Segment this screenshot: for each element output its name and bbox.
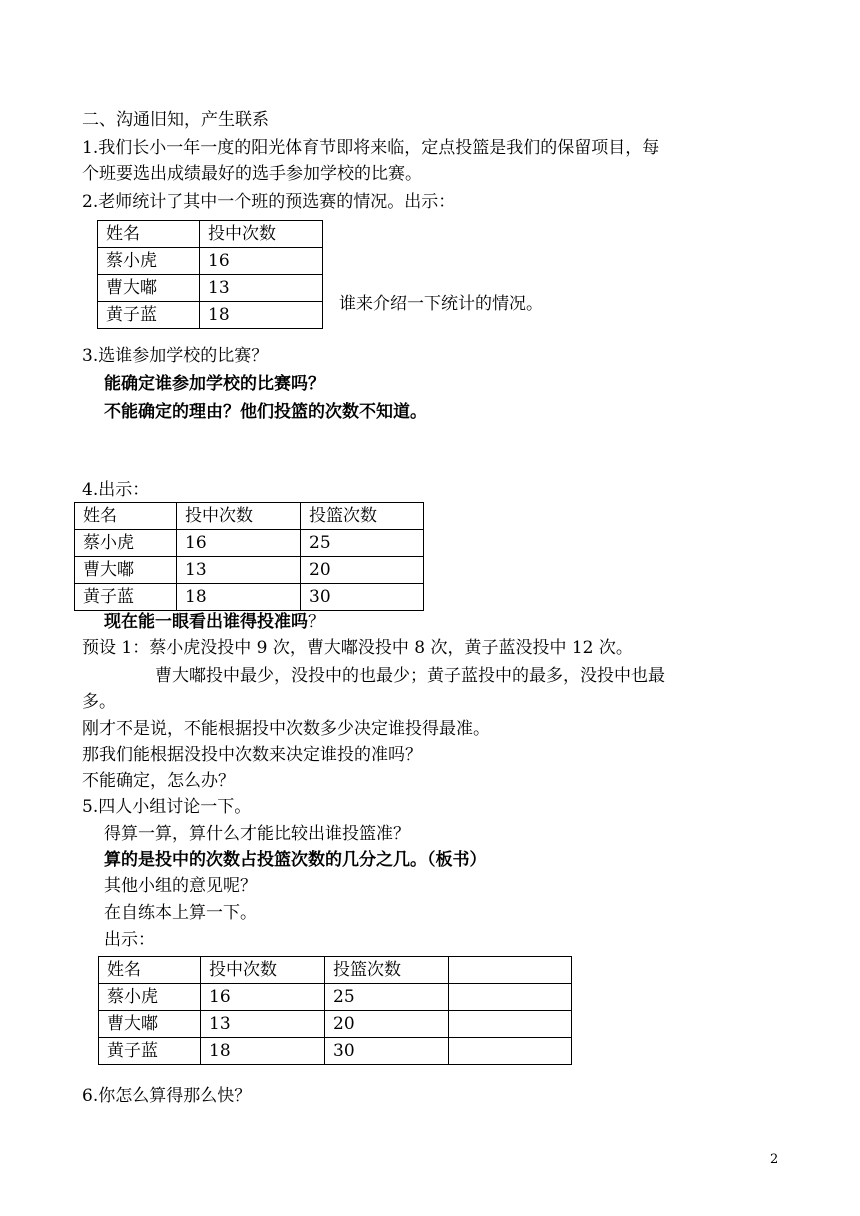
- paragraph-4-question-mark: ？: [308, 612, 325, 632]
- table-cell: 20: [301, 557, 424, 584]
- table-1-side-note: 谁来介绍一下统计的情况。: [339, 294, 543, 314]
- preset-line-1: 预设 1：蔡小虎没投中 9 次，曹大嘟没投中 8 次，黄子蓝没投中 12 次。: [82, 638, 633, 658]
- table-row: [99, 957, 572, 984]
- table-row: [98, 248, 323, 275]
- table-cell: 黄子蓝: [99, 1038, 201, 1065]
- table-cell: 16: [201, 984, 325, 1011]
- table-cell: 13: [201, 1011, 325, 1038]
- table-1: [97, 220, 323, 329]
- table-header-cell: 投篮次数: [325, 957, 449, 984]
- table-cell: 曹大嘟: [99, 1011, 201, 1038]
- table-row: [99, 1038, 572, 1065]
- table-row: [98, 221, 323, 248]
- table-cell: 13: [177, 557, 301, 584]
- table-row: [75, 584, 424, 611]
- table-header-cell: 投中次数: [200, 221, 323, 248]
- paragraph-3-bold-1: 能确定谁参加学校的比赛吗？: [104, 374, 325, 394]
- table-cell: 30: [325, 1038, 449, 1065]
- table-row: [99, 1011, 572, 1038]
- paragraph-5: 5.四人小组讨论一下。: [82, 797, 252, 817]
- table-header-cell: [449, 957, 572, 984]
- table-cell: 黄子蓝: [75, 584, 177, 611]
- table-cell: 16: [177, 530, 301, 557]
- table-cell: 18: [177, 584, 301, 611]
- table-row: [98, 275, 323, 302]
- table-header-cell: 姓名: [98, 221, 200, 248]
- paragraph-3-bold-2: 不能确定的理由？他们投篮的次数不知道。: [104, 402, 427, 422]
- table-cell: 黄子蓝: [98, 302, 200, 329]
- table-cell: [449, 1011, 572, 1038]
- table-cell: 13: [200, 275, 323, 302]
- table-cell: 曹大嘟: [75, 557, 177, 584]
- table-cell: 18: [200, 302, 323, 329]
- table-cell: 20: [325, 1011, 449, 1038]
- table-row: [75, 530, 424, 557]
- table-header-cell: 投中次数: [201, 957, 325, 984]
- table-cell: 蔡小虎: [98, 248, 200, 275]
- line-b: 那我们能根据没投中次数来决定谁投的准吗？: [82, 745, 422, 765]
- table-cell: 25: [301, 530, 424, 557]
- preset-line-2: 曹大嘟投中最少，没投中的也最少；黄子蓝投中的最多，没投中也最: [155, 666, 665, 686]
- paragraph-6: 6.你怎么算得那么快？: [82, 1086, 252, 1106]
- table-cell: 蔡小虎: [75, 530, 177, 557]
- paragraph-4: 4.出示：: [82, 480, 150, 500]
- table-cell: 16: [200, 248, 323, 275]
- table-cell: 蔡小虎: [99, 984, 201, 1011]
- page-number: 2: [770, 1152, 779, 1167]
- section-heading: 二、沟通旧知，产生联系: [82, 110, 269, 130]
- paragraph-1-line-2: 个班要选出成绩最好的选手参加学校的比赛。: [82, 164, 422, 184]
- paragraph-4-bold: 现在能一眼看出谁得投准吗: [104, 612, 308, 632]
- table-2: [74, 502, 424, 611]
- paragraph-3: 3.选谁参加学校的比赛？: [82, 346, 269, 366]
- table-cell: 30: [301, 584, 424, 611]
- table-row: [98, 302, 323, 329]
- table-cell: [449, 984, 572, 1011]
- table-header-cell: 投篮次数: [301, 503, 424, 530]
- preset-line-3: 多。: [82, 692, 116, 712]
- table-header-cell: 投中次数: [177, 503, 301, 530]
- paragraph-1-line-1: 1.我们长小一年一度的阳光体育节即将来临，定点投篮是我们的保留项目，每: [82, 138, 660, 158]
- table-cell: 曹大嘟: [98, 275, 200, 302]
- paragraph-5-bold: 算的是投中的次数占投篮次数的几分之几。（板书）: [104, 850, 487, 870]
- paragraph-5-c: 在自练本上算一下。: [104, 903, 257, 923]
- table-cell: 25: [325, 984, 449, 1011]
- table-row: [75, 557, 424, 584]
- table-cell: [449, 1038, 572, 1065]
- table-row: [75, 503, 424, 530]
- paragraph-5-d: 出示：: [104, 930, 155, 950]
- table-header-cell: 姓名: [99, 957, 201, 984]
- table-cell: 18: [201, 1038, 325, 1065]
- paragraph-4-question: [104, 612, 325, 632]
- paragraph-5-a: 得算一算，算什么才能比较出谁投篮准？: [104, 824, 410, 844]
- table-3: [98, 956, 572, 1065]
- table-header-cell: 姓名: [75, 503, 177, 530]
- paragraph-5-b: 其他小组的意见呢？: [104, 876, 257, 896]
- line-a: 刚才不是说，不能根据投中次数多少决定谁投得最准。: [82, 719, 490, 739]
- line-c: 不能确定，怎么办？: [82, 771, 235, 791]
- table-row: [99, 984, 572, 1011]
- paragraph-2: 2.老师统计了其中一个班的预选赛的情况。出示：: [82, 192, 456, 212]
